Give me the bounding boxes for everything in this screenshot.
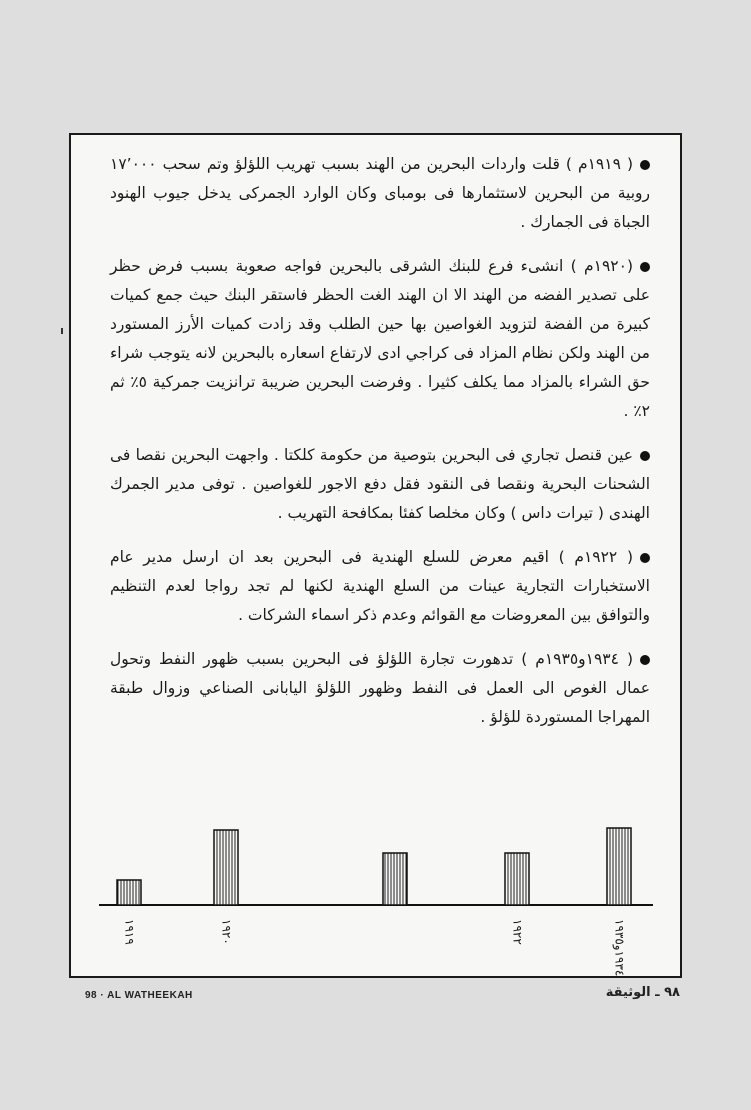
chart-bar bbox=[117, 880, 141, 905]
chart-tick-label: ١٩٢٠ bbox=[219, 919, 234, 945]
chart-bar bbox=[505, 853, 529, 905]
paragraph-text: عين قنصل تجاري فى البحرين بتوصية من حكومة كلكتا . واجهت البحرين نقصا فى الشحنات البحرية ونقصا فى النقود فقل دفع الاجور للغواصين . توفى مدير الجمرك الهندى ( تيرات داس ) وكان مخلصا كفئا بمكافحة التهريب . bbox=[110, 446, 650, 522]
bullet-icon bbox=[640, 160, 650, 170]
chart-bar bbox=[214, 830, 238, 905]
timeline-bar-chart bbox=[99, 805, 653, 975]
chart-tick-label: ١٩٣٤و١٩٣٥ bbox=[612, 919, 627, 977]
paragraph-text: ( ١٩٢٢م ) اقيم معرض للسلع الهندية فى البحرين بعد ان ارسل مدير عام الاستخبارات التجارية عينات من السلع الهندية لكنها لم تجد رواجا لعدم التنظيم والتوافق بين المعروضات مع القوائم وعدم ذكر اسماء الشركات . bbox=[110, 548, 650, 624]
bullet-icon bbox=[640, 451, 650, 461]
margin-mark bbox=[61, 328, 63, 334]
article-text bbox=[110, 150, 650, 747]
chart-tick-label: ١٩٢٢ bbox=[510, 919, 525, 945]
chart-bar bbox=[383, 853, 407, 905]
paragraph-consul bbox=[110, 441, 650, 528]
bullet-icon bbox=[640, 655, 650, 665]
bullet-icon bbox=[640, 262, 650, 272]
paragraph-1922 bbox=[110, 543, 650, 630]
footer-page-label-arabic: ٩٨ ـ الوثيقة bbox=[605, 985, 680, 1000]
footer-page-label-latin: 98 · AL WATHEEKAH bbox=[85, 990, 193, 1001]
paragraph-1919 bbox=[110, 150, 650, 237]
bullet-icon bbox=[640, 553, 650, 563]
chart-tick-label: ١٩١٩ bbox=[122, 919, 137, 945]
paragraph-text: ( ١٩١٩م ) قلت واردات البحرين من الهند بسبب تهريب اللؤلؤ وتم سحب ١٧٬٠٠٠ روبية من البحرين لاستثمارها فى بومباى وكان الوارد الجمركى يدخل جيوب الهنود الجباة فى الجمارك . bbox=[110, 155, 650, 231]
paragraph-1934-1935 bbox=[110, 645, 650, 732]
chart-bar bbox=[607, 828, 631, 905]
paragraph-text: ( ١٩٣٤و١٩٣٥م ) تدهورت تجارة اللؤلؤ فى البحرين بسبب ظهور النفط وتحول عمال الغوص الى العمل فى النفط وظهور اللؤلؤ اليابانى الصناعي وزوال طبقة المهراجا المستوردة للؤلؤ . bbox=[110, 650, 650, 726]
chart-svg bbox=[99, 805, 653, 975]
paragraph-1920 bbox=[110, 252, 650, 426]
paragraph-text: (١٩٢٠م ) انشىء فرع للبنك الشرقى بالبحرين فواجه صعوبة بسبب فرض حظر على تصدير الفضه من الهند الا ان الهند الغت الحظر فاستقر البنك حيث جمع كميات كبيرة من الفضة لتزويد الغواصين بها حين الطلب وقد زادت كميات الأرز المستورد من الهند ولكن نظام المزاد فى كراجي ادى لارتفاع اسعاره بالبحرين لانه يتوجب شراء حق الشراء بالمزاد مما يكلف كثيرا . وفرضت البحرين ضريبة ترانزيت جمركية ٥٪ ثم ٢٪ . bbox=[110, 257, 650, 420]
